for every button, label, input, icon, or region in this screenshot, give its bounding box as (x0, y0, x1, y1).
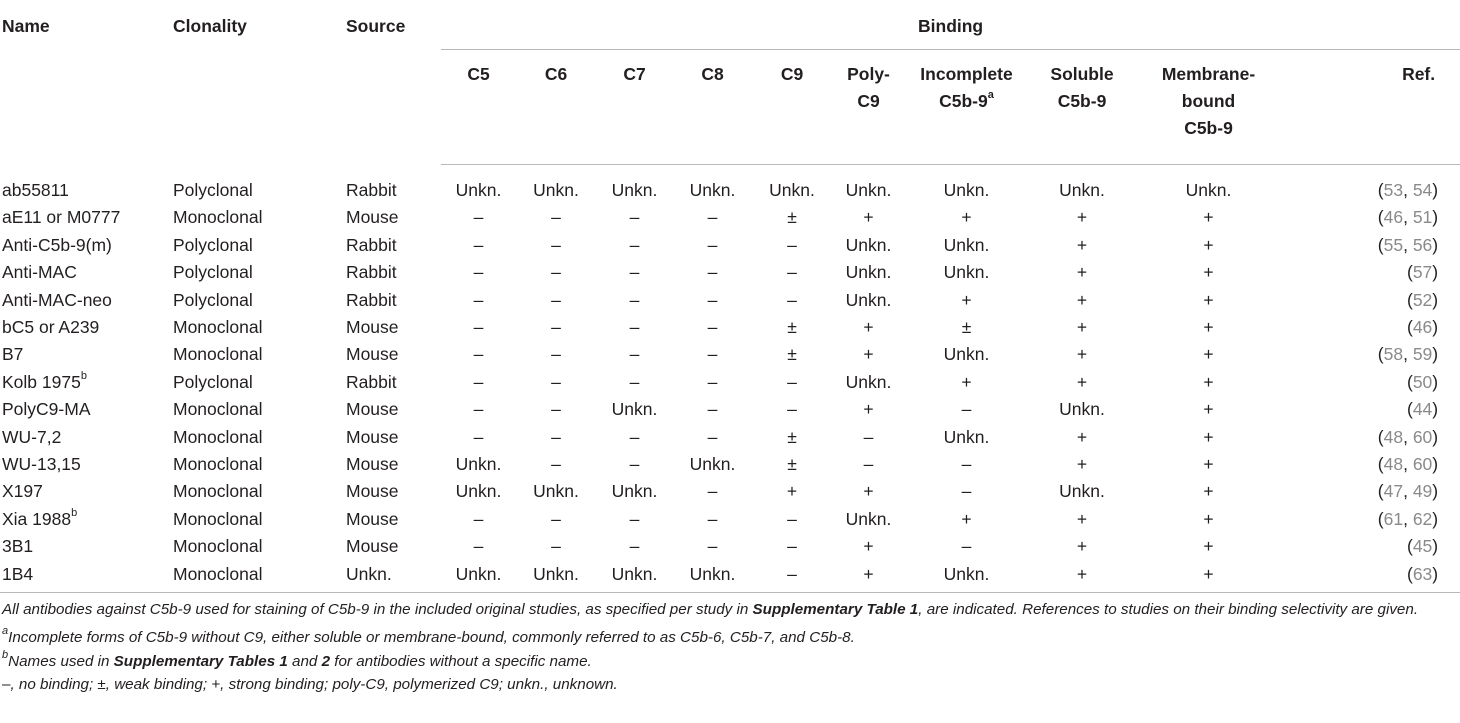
reference-link[interactable]: 44 (1412, 399, 1433, 420)
cell-mem: + (1203, 262, 1214, 283)
cell-sol: + (1076, 344, 1088, 365)
reference-link[interactable]: 46 (1412, 317, 1433, 338)
cell-c5: – (473, 207, 484, 228)
cell-clonality: Polyclonal (173, 179, 253, 200)
cell-clonality: Polyclonal (173, 262, 253, 283)
cell-c9: – (787, 371, 797, 392)
header-c7: C7 (596, 50, 673, 165)
header-poly-c9: Poly- C9 (832, 50, 905, 165)
cell-poly: + (832, 561, 905, 593)
reference-link[interactable]: 59 (1412, 344, 1433, 365)
cell-sol: Unkn. (1059, 399, 1105, 420)
reference-link[interactable]: 61 (1383, 508, 1404, 529)
cell-clonality: Polyclonal (173, 371, 253, 392)
cell-mem: Unkn. (1185, 180, 1232, 200)
cell-name: Kolb 1975$^b$ (2, 370, 87, 392)
cell-inc: Unkn. (943, 344, 990, 365)
cell-sol: Unkn. (1059, 180, 1105, 200)
cell-c8: Unkn. (689, 454, 736, 475)
cell-poly: – (863, 454, 874, 475)
cell-mem: + (1136, 561, 1281, 593)
cell-poly: + (863, 207, 874, 228)
cell-mem: + (1203, 371, 1214, 392)
header-ref: Ref. (1281, 50, 1460, 165)
cell-c6: Unkn. (533, 481, 579, 502)
header-binding: Binding (441, 0, 1460, 50)
table-row (0, 506, 1460, 533)
cell-c7: Unkn. (611, 481, 658, 502)
cell-inc: Unkn. (943, 262, 990, 283)
cell-name: B7 (2, 344, 24, 365)
reference-link[interactable]: 58 (1383, 344, 1404, 365)
cell-c8: Unkn. (673, 561, 752, 593)
cell-c6: Unkn. (516, 561, 596, 593)
cell-c5: Unkn. (441, 561, 516, 593)
cell-c8: – (707, 481, 718, 502)
cell-c5: – (473, 426, 484, 447)
cell-source: Mouse (346, 317, 399, 338)
cell-clonality: Monoclonal (173, 561, 346, 593)
reference-link[interactable]: 60 (1412, 426, 1433, 447)
cell-poly: + (863, 399, 874, 420)
cell-c5: Unkn. (455, 180, 502, 200)
cell-poly: Unkn. (845, 262, 892, 283)
cell-ref: (48, 60) (1377, 454, 1439, 475)
cell-c5: Unkn. (455, 481, 502, 502)
cell-sol: + (1076, 454, 1088, 475)
cell-poly: + (863, 317, 874, 338)
cell-clonality: Monoclonal (173, 426, 263, 447)
cell-name: X197 (2, 481, 43, 502)
table-row (0, 232, 1460, 259)
cell-c8: Unkn. (689, 180, 736, 200)
cell-c9: ± (787, 454, 797, 475)
cell-source: Rabbit (346, 289, 397, 310)
cell-name: aE11 or M0777 (2, 207, 121, 228)
cell-c6: – (551, 234, 561, 255)
cell-c6: – (551, 317, 561, 338)
footnote-marker-b: b (80, 370, 87, 383)
table-row (0, 204, 1460, 231)
cell-c6: – (551, 262, 561, 283)
cell-source: Rabbit (346, 179, 397, 200)
cell-inc: + (961, 508, 972, 529)
cell-c5: – (473, 508, 484, 529)
cell-name: WU-7,2 (2, 426, 62, 447)
header-source: Source (346, 16, 406, 36)
cell-source: Mouse (346, 536, 399, 557)
cell-inc: + (961, 289, 972, 310)
cell-mem: + (1203, 536, 1214, 557)
cell-sol: + (1076, 426, 1088, 447)
cell-c8: – (707, 289, 718, 310)
reference-link[interactable]: 62 (1412, 508, 1433, 529)
cell-ref: (46) (1407, 317, 1439, 338)
cell-name: bC5 or A239 (2, 317, 100, 338)
cell-mem: + (1203, 207, 1214, 228)
cell-clonality: Monoclonal (173, 481, 263, 502)
cell-c8: – (707, 262, 718, 283)
cell-ref: (52) (1407, 289, 1439, 310)
cell-c7: Unkn. (611, 180, 658, 200)
cell-c8: – (707, 317, 718, 338)
footnote-marker-b: b (71, 507, 78, 520)
reference-link[interactable]: 60 (1412, 454, 1433, 475)
cell-c9: ± (787, 207, 797, 228)
cell-name: ab55811 (2, 179, 69, 200)
cell-sol: + (1076, 371, 1088, 392)
cell-inc: – (961, 454, 972, 475)
cell-c7: – (629, 317, 640, 338)
cell-c8: – (707, 426, 718, 447)
cell-c9: – (787, 289, 797, 310)
cell-clonality: Polyclonal (173, 289, 253, 310)
table-row (0, 287, 1460, 314)
cell-c7: Unkn. (596, 561, 673, 593)
reference-link[interactable]: 49 (1412, 481, 1433, 502)
table-row (0, 533, 1460, 560)
cell-c6: – (551, 207, 561, 228)
cell-c8: – (707, 508, 718, 529)
cell-ref: (47, 49) (1377, 481, 1439, 502)
cell-clonality: Monoclonal (173, 207, 263, 228)
cell-mem: + (1203, 454, 1214, 475)
cell-c6: – (551, 399, 561, 420)
table-row (0, 341, 1460, 368)
header-c6: C6 (516, 50, 596, 165)
cell-ref: (48, 60) (1377, 426, 1439, 447)
cell-c6: – (551, 289, 561, 310)
cell-c5: – (473, 536, 484, 557)
cell-sol: Unkn. (1059, 481, 1105, 502)
cell-mem: + (1203, 289, 1214, 310)
table-footnotes (2, 598, 1458, 696)
cell-inc: Unkn. (943, 426, 990, 447)
cell-ref: (46, 51) (1377, 207, 1439, 228)
cell-ref: (50) (1407, 371, 1439, 392)
table-row (0, 561, 1460, 593)
footnote-legend: –, no binding; ±, weak binding; +, strong binding; poly-C9, polymerized C9; unkn., unknown. (2, 675, 618, 693)
header-membrane-bound-c5b9: Membrane- bound C5b-9 (1136, 50, 1281, 165)
cell-mem: + (1203, 426, 1214, 447)
cell-poly: – (863, 426, 874, 447)
cell-c9: – (787, 399, 797, 420)
cell-name: 1B4 (0, 561, 173, 593)
cell-c5: – (473, 289, 484, 310)
cell-c8: – (707, 344, 718, 365)
cell-clonality: Monoclonal (173, 399, 263, 420)
cell-name: Xia 1988$^b$ (2, 507, 78, 529)
cell-ref: (63) (1281, 561, 1460, 593)
cell-c9: ± (787, 317, 797, 338)
cell-poly: Unkn. (845, 180, 892, 200)
cell-sol: + (1076, 536, 1088, 557)
reference-link[interactable]: 47 (1383, 481, 1404, 502)
cell-mem: + (1203, 399, 1214, 420)
cell-c6: – (551, 536, 561, 557)
cell-sol: + (1076, 289, 1088, 310)
cell-inc: Unkn. (905, 561, 1028, 593)
cell-c9: – (752, 561, 832, 593)
cell-c5: – (473, 371, 484, 392)
cell-ref: (45) (1407, 536, 1439, 557)
cell-c8: – (707, 234, 718, 255)
cell-sol: + (1076, 207, 1088, 228)
cell-c5: – (473, 234, 484, 255)
cell-c7: – (629, 207, 640, 228)
cell-source: Mouse (346, 481, 399, 502)
cell-c5: – (473, 344, 484, 365)
header-c5: C5 (441, 50, 516, 165)
cell-c9: – (787, 536, 797, 557)
cell-source: Mouse (346, 454, 399, 475)
cell-c7: – (629, 289, 640, 310)
cell-source: Rabbit (346, 234, 397, 255)
cell-ref: (58, 59) (1377, 344, 1439, 365)
cell-inc: – (961, 399, 972, 420)
cell-mem: + (1203, 234, 1214, 255)
reference-link[interactable]: 45 (1412, 536, 1433, 557)
cell-c7: – (629, 508, 640, 529)
cell-inc: + (961, 371, 972, 392)
footnote-main: All antibodies against C5b-9 used for staining of C5b-9 in the included original studies, as specified per study in Supplementary Table 1, are indicated. References to studies on their binding selectivity are given. (2, 601, 1419, 618)
cell-ref: (44) (1407, 399, 1439, 420)
cell-c6: – (551, 426, 561, 447)
header-incomplete-c5b9: Incomplete C5b-9$^a$ (905, 50, 1028, 165)
cell-poly: + (863, 344, 874, 365)
reference-link[interactable]: 51 (1412, 207, 1433, 228)
cell-name: PolyC9-MA (2, 399, 91, 420)
cell-name: 3B1 (2, 536, 34, 557)
cell-mem: + (1203, 317, 1214, 338)
cell-inc: Unkn. (943, 180, 990, 200)
cell-name: WU-13,15 (2, 454, 81, 475)
header-c9: C9 (752, 50, 832, 165)
cell-source: Mouse (346, 344, 399, 365)
cell-c8: – (707, 371, 718, 392)
footnote-a: $^a$Incomplete forms of C5b-9 without C9, either soluble or membrane-bound, commonly referred to as C5b-6, C5b-7, and C5b-8. (2, 625, 855, 647)
footnote-marker-a: a (987, 89, 994, 102)
cell-source: Rabbit (346, 262, 397, 283)
cell-c6: – (551, 371, 561, 392)
cell-sol: + (1076, 234, 1088, 255)
reference-link[interactable]: 55 (1383, 234, 1404, 255)
cell-inc: + (961, 207, 972, 228)
cell-c8: – (707, 399, 718, 420)
cell-c6: – (551, 508, 561, 529)
cell-inc: ± (961, 317, 972, 338)
cell-sol: + (1028, 561, 1136, 593)
cell-c6: – (551, 454, 561, 475)
cell-c6: – (551, 344, 561, 365)
cell-c9: + (786, 481, 798, 502)
cell-c8: – (707, 207, 718, 228)
cell-source: Unkn. (346, 561, 441, 593)
cell-mem: + (1203, 508, 1214, 529)
cell-ref: (55, 56) (1377, 234, 1439, 255)
cell-c8: – (707, 536, 718, 557)
cell-source: Rabbit (346, 371, 397, 392)
cell-source: Mouse (346, 426, 399, 447)
cell-poly: Unkn. (845, 371, 892, 392)
table-row (0, 314, 1460, 341)
cell-clonality: Monoclonal (173, 536, 263, 557)
cell-sol: + (1076, 262, 1088, 283)
reference-link[interactable]: 46 (1383, 207, 1404, 228)
header-c8: C8 (673, 50, 752, 165)
cell-c7: – (629, 234, 640, 255)
reference-link[interactable]: 48 (1383, 454, 1404, 475)
reference-link[interactable]: 52 (1412, 289, 1433, 310)
footnote-b: $^b$Names used in Supplementary Tables 1 and 2 for antibodies without a specific name. (2, 648, 592, 670)
cell-c9: Unkn. (769, 180, 815, 200)
cell-ref: (53, 54) (1377, 180, 1439, 200)
cell-c5: – (473, 262, 484, 283)
cell-source: Mouse (346, 399, 399, 420)
table-row (0, 478, 1460, 505)
reference-link[interactable]: 57 (1412, 262, 1433, 283)
table-row (0, 165, 1460, 205)
cell-name: Anti-C5b-9(m) (2, 234, 112, 255)
cell-c7: – (629, 454, 640, 475)
table-row (0, 259, 1460, 286)
table-row (0, 424, 1460, 451)
cell-c5: Unkn. (455, 454, 502, 475)
cell-ref: (57) (1407, 262, 1439, 283)
cell-sol: + (1076, 508, 1088, 529)
cell-inc: – (961, 481, 972, 502)
cell-c7: – (629, 262, 640, 283)
cell-poly: + (863, 536, 874, 557)
reference-link[interactable]: 50 (1412, 371, 1433, 392)
reference-link[interactable]: 48 (1383, 426, 1404, 447)
cell-ref: (61, 62) (1377, 508, 1439, 529)
cell-c5: – (473, 399, 484, 420)
cell-poly: Unkn. (845, 289, 892, 310)
cell-mem: + (1203, 481, 1214, 502)
cell-c9: – (787, 234, 797, 255)
cell-c6: Unkn. (533, 180, 579, 200)
cell-sol: + (1076, 317, 1088, 338)
cell-c7: – (629, 536, 640, 557)
cell-c7: – (629, 371, 640, 392)
cell-c9: – (787, 262, 797, 283)
header-name: Name (2, 16, 50, 36)
cell-c5: – (473, 317, 484, 338)
reference-link[interactable]: 53 (1383, 180, 1404, 200)
cell-inc: – (961, 536, 972, 557)
cell-c9: ± (787, 426, 797, 447)
table-body (0, 165, 1460, 593)
cell-c9: – (787, 508, 797, 529)
cell-poly: Unkn. (845, 508, 892, 529)
cell-poly: Unkn. (845, 234, 892, 255)
cell-c7: – (629, 426, 640, 447)
table-row (0, 369, 1460, 396)
cell-clonality: Monoclonal (173, 454, 263, 475)
reference-link[interactable]: 54 (1412, 180, 1433, 200)
header-clonality: Clonality (173, 16, 247, 36)
cell-clonality: Monoclonal (173, 317, 263, 338)
cell-poly: + (863, 481, 874, 502)
cell-source: Mouse (346, 508, 399, 529)
header-soluble-c5b9: Soluble C5b-9 (1028, 50, 1136, 165)
cell-name: Anti-MAC-neo (2, 289, 112, 310)
cell-c9: ± (787, 344, 797, 365)
cell-clonality: Monoclonal (173, 344, 263, 365)
cell-source: Mouse (346, 207, 399, 228)
cell-clonality: Monoclonal (173, 508, 263, 529)
reference-link[interactable]: 56 (1412, 234, 1433, 255)
cell-mem: + (1203, 344, 1214, 365)
cell-c7: – (629, 344, 640, 365)
table-row (0, 396, 1460, 423)
cell-name: Anti-MAC (2, 262, 77, 283)
reference-link[interactable]: 63 (1412, 563, 1433, 584)
cell-inc: Unkn. (943, 234, 990, 255)
table-row (0, 451, 1460, 478)
cell-c7: Unkn. (611, 399, 658, 420)
cell-clonality: Polyclonal (173, 234, 253, 255)
